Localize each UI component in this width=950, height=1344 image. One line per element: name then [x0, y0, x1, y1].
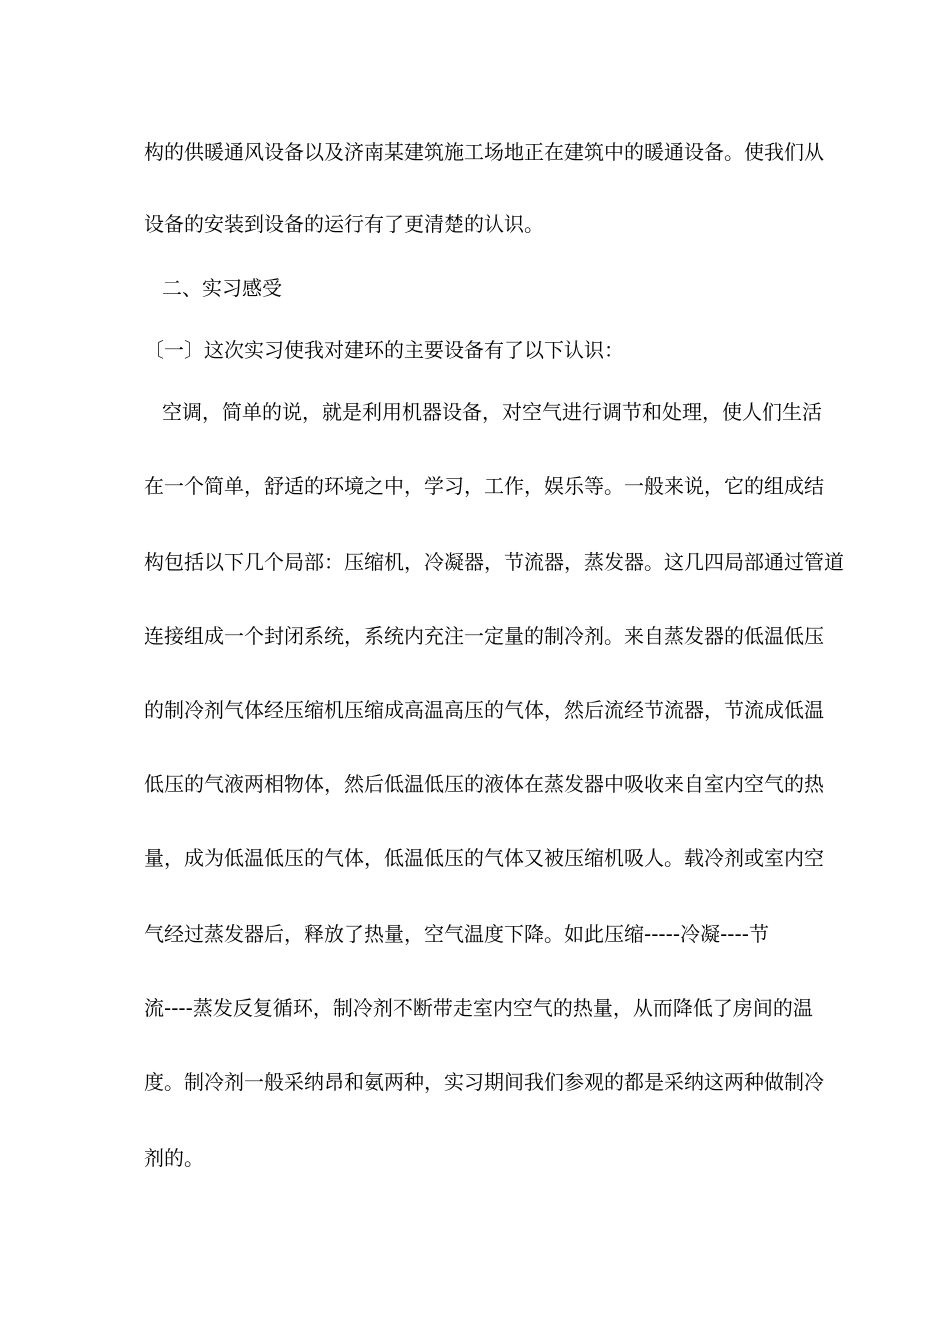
paragraph-line: 气经过蒸发器后，释放了热量，空气温度下降。如此压缩-----冷凝----节	[144, 922, 769, 946]
paragraph-line: 低压的气液两相物体，然后低温低压的液体在蒸发器中吸收来自室内空气的热	[144, 772, 824, 796]
paragraph-line: 连接组成一个封闭系统，系统内充注一定量的制冷剂。来自蒸发器的低温低压	[144, 624, 824, 648]
subsection-heading: 〔一〕这次实习使我对建环的主要设备有了以下认识：	[144, 338, 624, 362]
paragraph-line: 流----蒸发反复循环，制冷剂不断带走室内空气的热量，从而降低了房间的温	[144, 996, 813, 1020]
section-heading: 二、实习感受	[162, 276, 282, 300]
paragraph-line: 剂的。	[144, 1146, 204, 1170]
paragraph-line: 在一个简单，舒适的环境之中，学习，工作，娱乐等。一般来说，它的组成结	[144, 474, 824, 498]
text-line: 设备的安装到设备的运行有了更清楚的认识。	[144, 212, 544, 236]
paragraph-line: 度。制冷剂一般采纳昂和氨两种，实习期间我们参观的都是采纳这两种做制冷	[144, 1070, 824, 1094]
paragraph-line: 构包括以下几个局部：压缩机，冷凝器，节流器，蒸发器。这几四局部通过管道	[144, 550, 844, 574]
paragraph-line: 的制冷剂气体经压缩机压缩成高温高压的气体，然后流经节流器，节流成低温	[144, 698, 824, 722]
paragraph-line: 空调，简单的说，就是利用机器设备，对空气进行调节和处理，使人们生活	[162, 400, 822, 424]
text-line: 构的供暖通风设备以及济南某建筑施工场地正在建筑中的暖通设备。使我们从	[144, 140, 824, 164]
paragraph-line: 量，成为低温低压的气体，低温低压的气体又被压缩机吸人。载冷剂或室内空	[144, 846, 824, 870]
